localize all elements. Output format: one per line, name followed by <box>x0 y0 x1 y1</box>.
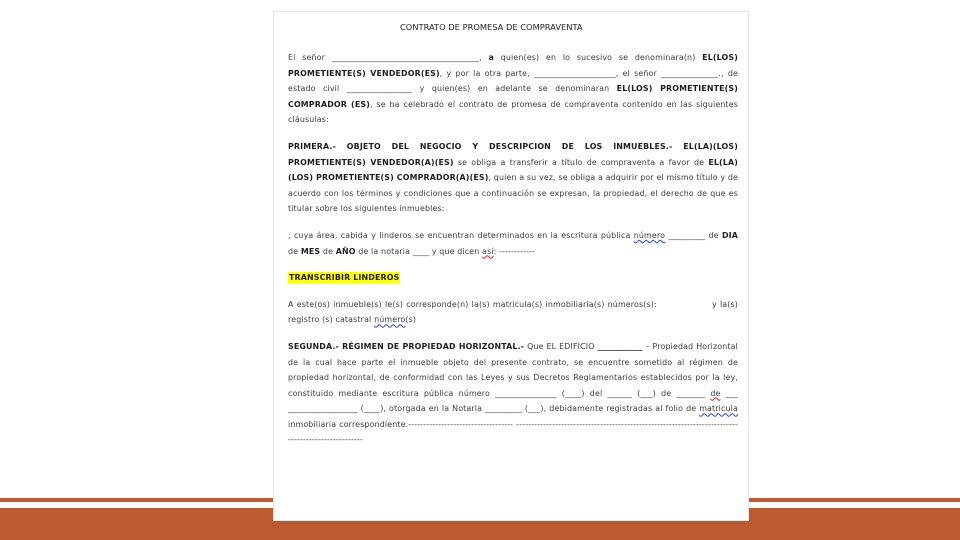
spellcheck-word: así <box>482 246 494 256</box>
intro-text: , y por la otra parte, ____________________, el señor ______________., de estado civil ________________ y quien(es) en adelante se denominaran <box>288 68 738 94</box>
spellcheck-word: número <box>374 315 406 325</box>
spellcheck-word: número <box>633 230 666 240</box>
matricula-text: y la(s) registro (s) catastral <box>288 299 738 325</box>
buyer-party: EL(LOS) PROMETIENTE(S) COMPRADOR (ES) <box>288 84 738 109</box>
month-field: MES <box>300 246 321 256</box>
clause-text: inmobiliaria correspondiente.----------------------------------- --------------------------------------------------------------------------------------------------- <box>288 419 738 445</box>
clause-text: Que EL EDIFICIO <box>524 341 598 351</box>
clause-segunda-heading: SEGUNDA.- RÉGIMEN DE PROPIEDAD HORIZONTAL.- <box>288 341 525 351</box>
clause-segunda <box>288 339 738 448</box>
spellcheck-word: matricula <box>699 404 738 414</box>
seller-party: EL(LOS) PROMETIENTE(S) VENDEDOR(ES) <box>288 53 738 78</box>
clause-primera-heading: PRIMERA.- OBJETO DEL NEGOCIO Y DESCRIPCION DE LOS INMUEBLES.- EL(LA)(LOS) PROMETIENTE(S) VENDEDOR(A)(ES) <box>288 141 738 167</box>
spellcheck-word: de <box>710 388 721 398</box>
clause-primera <box>288 139 738 217</box>
cabida-paragraph <box>288 228 738 259</box>
cabida-text: de la notaria ____ y que dicen <box>355 246 483 256</box>
intro-paragraph <box>288 50 738 128</box>
cabida-text: de <box>288 246 301 256</box>
clause-text: – Propiedad Horizontal de la cual hace parte el inmueble objeto del presente contrato, se encuentre sometido al régimen de propiedad horizontal, de conformidad con las Leyes y sus Decretos Reglamentarios establecidos por la ley, constituido mediante escritura pública número _______________ (____) del ______ (___) de _______ <box>288 341 738 398</box>
buyer-party: EL(LA)(LOS) PROMETIENTE(S) COMPRADOR(A)(ES) <box>288 157 739 183</box>
transcribir-linderos-highlight: TRANSCRIBIR LINDEROS <box>289 273 400 283</box>
year-field: AÑO <box>335 246 356 256</box>
matricula-text: (s) <box>405 315 417 325</box>
day-field: DIA <box>721 230 739 240</box>
matricula-text: A este(os) inmueble(s) le(s) corresponde(n) la(s) matricula(s) inmobiliaria(s) números(s): <box>288 299 660 309</box>
highlight-paragraph <box>288 270 738 286</box>
document-page <box>274 12 748 520</box>
blank-line: ___________ <box>597 341 643 351</box>
clause-text: ___ _________________ (____), otorgada en la Notaria _________ (___), debidamente registradas al folio de <box>288 388 738 414</box>
document-title: CONTRATO DE PROMESA DE COMPRAVENTA <box>400 22 583 32</box>
intro-text: quien(es) en lo sucesivo se denominara(n) <box>493 53 703 62</box>
cabida-text: , cuya área, cabida y linderos se encuentran determinados en la escritura pública <box>288 230 634 240</box>
document-body <box>288 50 738 448</box>
cabida-text: _________ de <box>665 230 722 240</box>
intro-bold-a: a <box>488 53 494 62</box>
clause-text: , quien a su vez, se obliga a adquirir por el mismo título y de acuerdo con los términos y condiciones que a continuación se expresan, la propiedad, el derecho de que es titular sobre los siguientes inmuebles: <box>288 173 738 214</box>
clause-text: se obliga a transferir a título de compraventa a favor de <box>453 157 709 167</box>
cabida-text: de <box>320 246 336 256</box>
cabida-text: : ------------ <box>493 246 536 256</box>
intro-text: El señor ____________________________________, <box>288 53 489 62</box>
intro-text: , se ha celebrado el contrato de promesa de compraventa contenido en las siguientes cláusulas: <box>288 99 738 125</box>
matricula-paragraph <box>288 297 738 328</box>
